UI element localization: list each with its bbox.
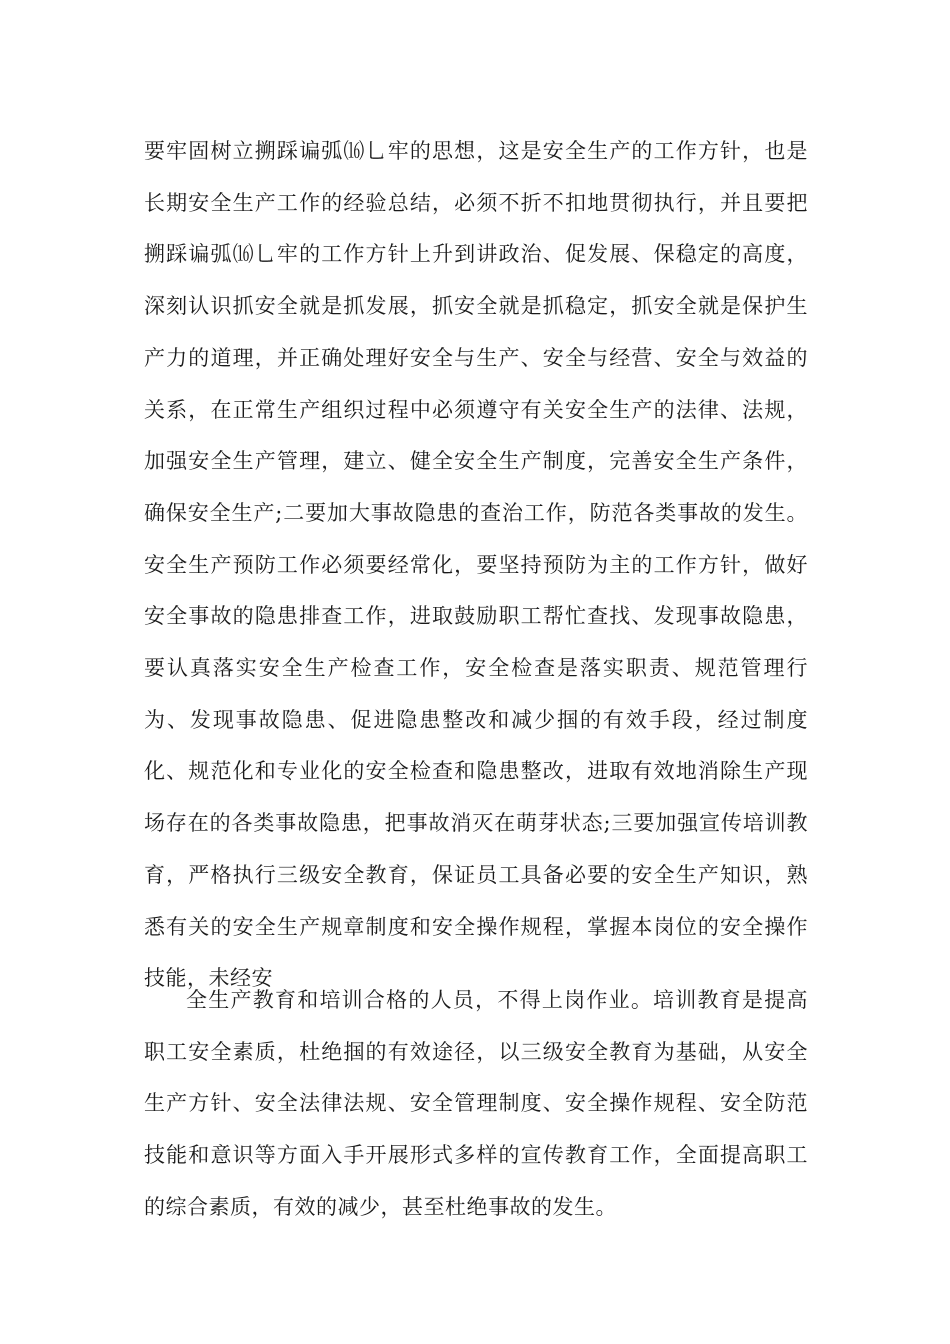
body-paragraph-1: 要牢固树立搠踩谝弧⒃乚牢的思想，这是安全生产的工作方针，也是长期安全生产工作的经验总结，必须不折不扣地贯彻执行，并且要把搠踩谝弧⒃乚牢的工作方针上升到讲政治、促发展、保稳定的高度，深刻认识抓安全就是抓发展，抓安全就是抓稳定，抓安全就是保护生产力的道理，并正确处理好安全与生产、安全与经营、安全与效益的关系，在正常生产组织过程中必须遵守有关安全生产的法律、法规，加强安全生产管理，建立、健全安全生产制度，完善安全生产条件，确保安全生产;二要加大事故隐患的查治工作，防范各类事故的发生。安全生产预防工作必须要经常化，要坚持预防为主的工作方针，做好安全事故的隐患排查工作，进取鼓励职工帮忙查找、发现事故隐患，要认真落实安全生产检查工作，安全检查是落实职责、规范管理行为、发现事故隐患、促进隐患整改和减少掴的有效手段，经过制度化、规范化和专业化的安全检查和隐患整改，进取有效地消除生产现场存在的各类事故隐患，把事故消灭在萌芽状态;三要加强宣传培训教育，严格执行三级安全教育，保证员工具备必要的安全生产知识，熟悉有关的安全生产规章制度和安全操作规程，掌握本岗位的安全操作技能，未经安 (144, 139, 808, 991)
body-paragraph-2: 全生产教育和培训合格的人员，不得上岗作业。培训教育是提高职工安全素质，杜绝掴的有效途径，以三级安全教育为基础，从安全生产方针、安全法律法规、安全管理制度、安全操作规程、安全防范技能和意识等方面入手开展形式多样的宣传教育工作，全面提高职工的综合素质，有效的减少，甚至杜绝事故的发生。 (144, 988, 808, 1219)
